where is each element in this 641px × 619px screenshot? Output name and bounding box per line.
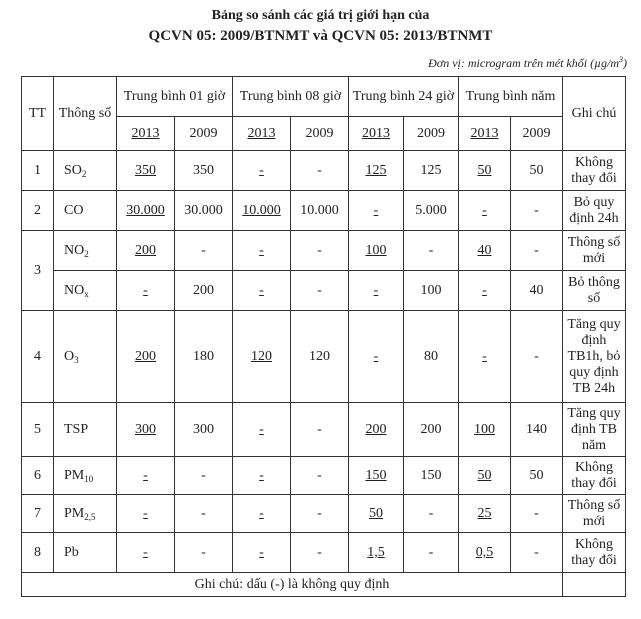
cell-value: - xyxy=(291,403,349,457)
cell-value: - xyxy=(511,231,563,271)
cell-value: - xyxy=(349,191,404,231)
cell-value: - xyxy=(291,457,349,495)
header-24h-2009: 2009 xyxy=(404,117,459,151)
cell-param: TSP xyxy=(54,403,117,457)
cell-value: 1,5 xyxy=(349,533,404,573)
comparison-table xyxy=(21,76,626,597)
cell-note: Không thay đổi xyxy=(563,533,626,573)
cell-value: 50 xyxy=(511,151,563,191)
cell-value: 25 xyxy=(459,495,511,533)
cell-value: - xyxy=(291,271,349,311)
cell-value: 120 xyxy=(291,311,349,403)
cell-tt: 6 xyxy=(22,457,54,495)
header-8h-2009: 2009 xyxy=(291,117,349,151)
cell-param: $O_3$ xyxy=(54,311,117,403)
cell-value: - xyxy=(233,495,291,533)
cell-value: 0,5 xyxy=(459,533,511,573)
cell-value: 200 xyxy=(117,311,175,403)
cell-value: 200 xyxy=(349,403,404,457)
cell-value: - xyxy=(459,271,511,311)
cell-value: 30.000 xyxy=(117,191,175,231)
cell-value: - xyxy=(511,191,563,231)
cell-tt: 2 xyxy=(22,191,54,231)
cell-value: - xyxy=(459,191,511,231)
cell-value: 5.000 xyxy=(404,191,459,231)
table-row xyxy=(22,403,626,457)
cell-value: 40 xyxy=(511,271,563,311)
cell-value: 80 xyxy=(404,311,459,403)
cell-value: 350 xyxy=(117,151,175,191)
cell-value: 50 xyxy=(511,457,563,495)
cell-note: Không thay đổi xyxy=(563,457,626,495)
cell-note: Thông số mới xyxy=(563,231,626,271)
cell-tt: 4 xyxy=(22,311,54,403)
cell-value: - xyxy=(404,533,459,573)
cell-note: Bỏ quy định 24h xyxy=(563,191,626,231)
header-8h: Trung bình 08 giờ xyxy=(233,77,349,117)
table-title: Bảng so sánh các giá trị giới hạn của xyxy=(211,8,430,23)
cell-value: 125 xyxy=(349,151,404,191)
cell-value: - xyxy=(349,311,404,403)
cell-note: Thông số mới xyxy=(563,495,626,533)
cell-value: 200 xyxy=(175,271,233,311)
cell-param: CO xyxy=(54,191,117,231)
cell-note: Tăng quy định TB năm xyxy=(563,403,626,457)
cell-param: $PM_{2,5}$ xyxy=(54,495,117,533)
cell-value: - xyxy=(117,271,175,311)
cell-value: - xyxy=(233,403,291,457)
table-row xyxy=(22,191,626,231)
cell-value: - xyxy=(117,495,175,533)
cell-value: - xyxy=(175,533,233,573)
cell-value: 200 xyxy=(404,403,459,457)
cell-value: - xyxy=(291,231,349,271)
cell-param: $NO_x$ xyxy=(54,271,117,311)
cell-value: - xyxy=(175,495,233,533)
cell-param: $SO_2$ xyxy=(54,151,117,191)
table-footer-row xyxy=(22,573,626,597)
header-1h-2013: 2013 xyxy=(117,117,175,151)
unit-note: Đơn vị: microgram trên mét khối $(\mu g/m^3)$ xyxy=(428,55,627,70)
header-1h: Trung bình 01 giờ xyxy=(117,77,233,117)
cell-tt: 5 xyxy=(22,403,54,457)
table-row xyxy=(22,231,626,271)
cell-value: 350 xyxy=(175,151,233,191)
header-year-2009: 2009 xyxy=(511,117,563,151)
cell-value: - xyxy=(233,457,291,495)
cell-note: Không thay đổi xyxy=(563,151,626,191)
cell-value: - xyxy=(511,495,563,533)
cell-value: 120 xyxy=(233,311,291,403)
cell-value: - xyxy=(511,311,563,403)
cell-value: - xyxy=(117,533,175,573)
cell-value: - xyxy=(349,271,404,311)
cell-value: - xyxy=(175,457,233,495)
cell-value: - xyxy=(291,495,349,533)
table-row xyxy=(22,457,626,495)
cell-value: - xyxy=(233,151,291,191)
cell-value: - xyxy=(233,271,291,311)
cell-value: 10.000 xyxy=(233,191,291,231)
cell-tt: 7 xyxy=(22,495,54,533)
cell-value: - xyxy=(511,533,563,573)
table-row xyxy=(22,495,626,533)
cell-value: 10.000 xyxy=(291,191,349,231)
cell-value: - xyxy=(175,231,233,271)
header-24h: Trung bình 24 giờ xyxy=(349,77,459,117)
cell-value: 150 xyxy=(404,457,459,495)
cell-value: 50 xyxy=(459,457,511,495)
cell-note: Tăng quy định TB1h, bỏ quy định TB 24h xyxy=(563,311,626,403)
cell-value: 200 xyxy=(117,231,175,271)
header-param: Thông số xyxy=(54,77,117,151)
cell-param: $NO_2$ xyxy=(54,231,117,271)
cell-value: - xyxy=(404,231,459,271)
cell-value: - xyxy=(404,495,459,533)
cell-value: 300 xyxy=(175,403,233,457)
header-24h-2013: 2013 xyxy=(349,117,404,151)
cell-value: - xyxy=(117,457,175,495)
cell-value: 100 xyxy=(349,231,404,271)
header-1h-2009: 2009 xyxy=(175,117,233,151)
cell-value: 100 xyxy=(459,403,511,457)
cell-tt: 1 xyxy=(22,151,54,191)
header-tt: TT xyxy=(22,77,54,151)
cell-value: 50 xyxy=(459,151,511,191)
cell-value: 100 xyxy=(404,271,459,311)
header-year-2013: 2013 xyxy=(459,117,511,151)
cell-value: - xyxy=(233,533,291,573)
cell-value: 140 xyxy=(511,403,563,457)
cell-tt: 3 xyxy=(22,231,54,311)
cell-param: Pb xyxy=(54,533,117,573)
cell-value: - xyxy=(233,231,291,271)
header-year: Trung bình năm xyxy=(459,77,563,117)
header-8h-2013: 2013 xyxy=(233,117,291,151)
cell-value: 300 xyxy=(117,403,175,457)
table-row xyxy=(22,151,626,191)
footer-empty-cell xyxy=(563,573,626,597)
header-note: Ghi chú xyxy=(563,77,626,151)
footer-note: Ghi chú: dấu (-) là không quy định xyxy=(22,573,563,597)
cell-value: 30.000 xyxy=(175,191,233,231)
cell-value: 50 xyxy=(349,495,404,533)
cell-value: - xyxy=(291,533,349,573)
cell-value: 180 xyxy=(175,311,233,403)
cell-tt: 8 xyxy=(22,533,54,573)
cell-value: 125 xyxy=(404,151,459,191)
cell-value: - xyxy=(459,311,511,403)
cell-note: Bỏ thông số xyxy=(563,271,626,311)
table-row xyxy=(22,271,626,311)
table-subtitle: QCVN 05: 2009/BTNMT và QCVN 05: 2013/BTNMT xyxy=(148,28,493,44)
cell-value: - xyxy=(291,151,349,191)
table-row xyxy=(22,533,626,573)
cell-value: 40 xyxy=(459,231,511,271)
table-row xyxy=(22,311,626,403)
cell-param: $PM_{10}$ xyxy=(54,457,117,495)
cell-value: 150 xyxy=(349,457,404,495)
